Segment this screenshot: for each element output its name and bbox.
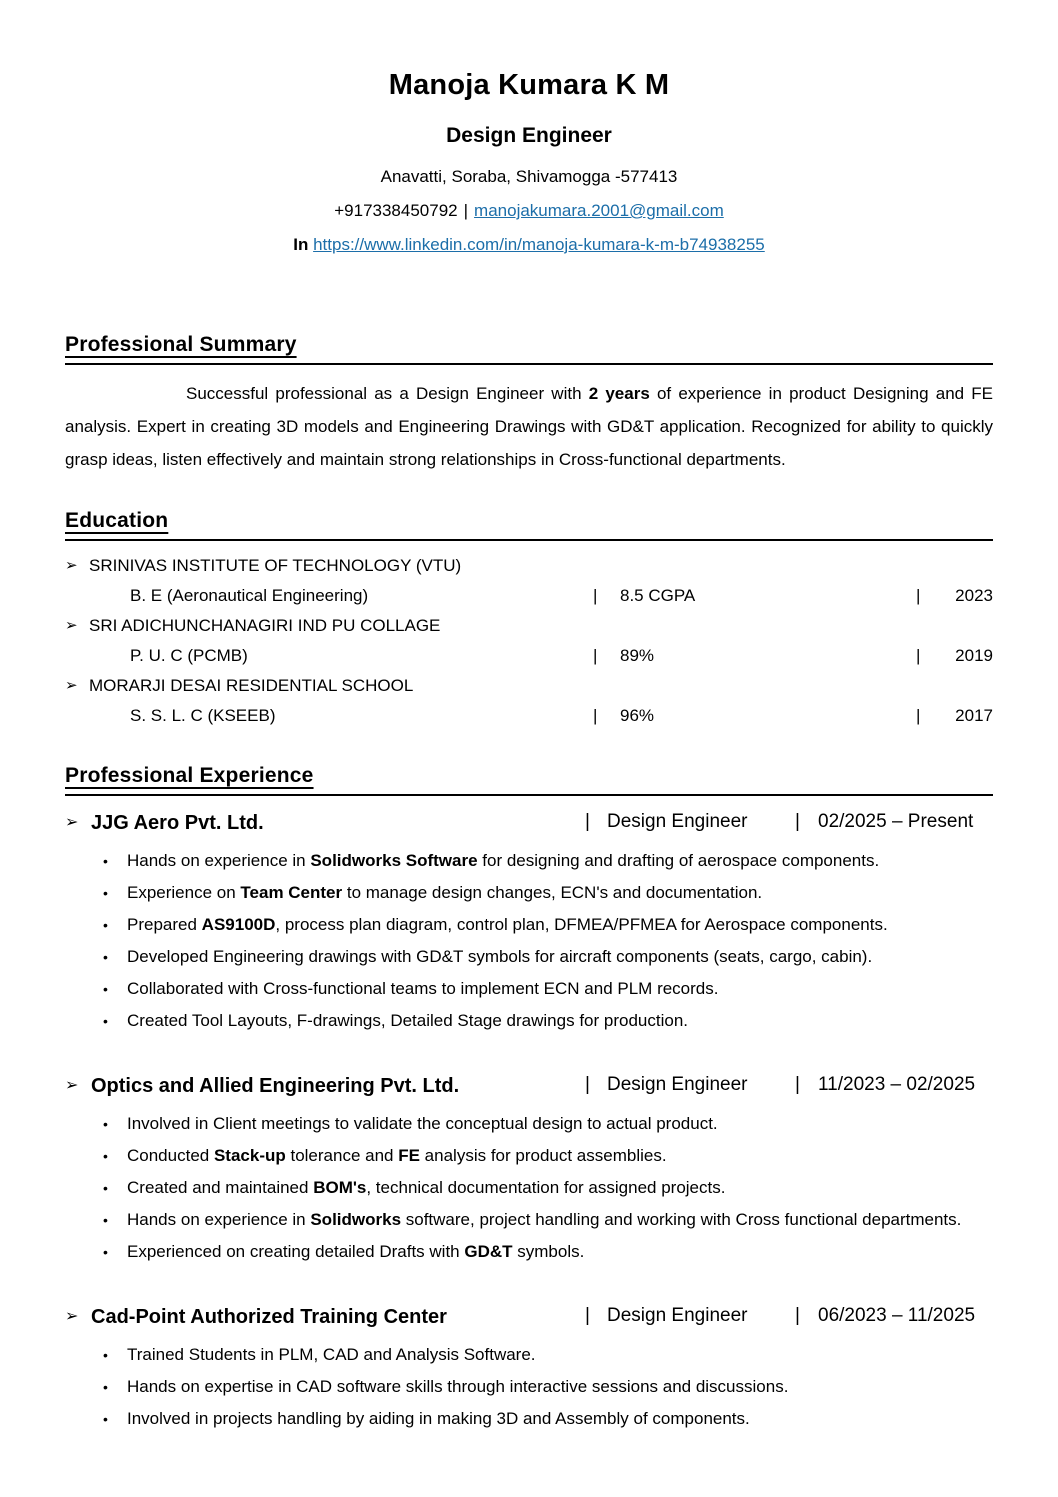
education-school-name: MORARJI DESAI RESIDENTIAL SCHOOL [89, 676, 414, 695]
bullet-text-segment: Trained Students in PLM, CAD and Analysis Software. [127, 1345, 536, 1364]
summary-text-1: Successful professional as a Design Engineer with [186, 384, 589, 403]
arrow-bullet-icon: ➢ [65, 1077, 79, 1094]
bullet-text-segment: for designing and drafting of aerospace components. [477, 851, 880, 870]
job-bullet-text [127, 1236, 993, 1268]
dot-bullet-icon: • [103, 853, 108, 869]
job-bullet-list [65, 1108, 993, 1268]
job-bullet-item [65, 1172, 993, 1204]
linkedin-line [65, 234, 993, 256]
summary-section-heading [65, 332, 993, 365]
job-bullet-text [127, 845, 993, 877]
pipe-separator: | [916, 706, 921, 725]
job-bullet-text [127, 1204, 993, 1236]
dot-bullet-icon: • [103, 1379, 108, 1395]
job-bullet-text [127, 941, 993, 973]
pipe-separator: | [585, 811, 590, 832]
dot-bullet-icon: • [103, 1347, 108, 1363]
bullet-text-segment: , technical documentation for assigned projects. [366, 1178, 726, 1197]
dot-bullet-icon: • [103, 1180, 108, 1196]
job-bullet-item [65, 1108, 993, 1140]
job-bullet-item [65, 1371, 993, 1403]
job-bullet-text [127, 1403, 993, 1435]
job-bullet-item [65, 845, 993, 877]
pipe-separator: | [916, 646, 921, 665]
job-bullet-item [65, 1005, 993, 1037]
bullet-text-segment: BOM's [313, 1178, 367, 1197]
pipe-separator: | [463, 201, 469, 220]
job-company-name [65, 1303, 585, 1331]
education-item [65, 551, 993, 611]
email-link[interactable]: manojakumara.2001@gmail.com [474, 201, 724, 220]
job-period: 06/2023 – 11/2025 [818, 1305, 976, 1326]
experience-list [65, 808, 993, 1435]
bullet-text-segment: Hands on experience in [127, 1210, 311, 1229]
job-role: Design Engineer [607, 1305, 748, 1326]
job-bullet-item [65, 1236, 993, 1268]
education-year: 2017 [955, 706, 993, 725]
bullet-text-segment: Conducted [127, 1146, 214, 1165]
job-period: 02/2025 – Present [818, 811, 974, 832]
bullet-text-segment: GD&T [464, 1242, 513, 1261]
job-block [65, 808, 993, 1037]
job-company-text: Optics and Allied Engineering Pvt. Ltd. [91, 1075, 460, 1097]
bullet-text-segment: Experience on [127, 883, 241, 902]
pipe-separator: | [585, 1074, 590, 1095]
bullet-text-segment: Hands on experience in [127, 851, 311, 870]
education-school-row [65, 671, 993, 701]
education-school-name: SRI ADICHUNCHANAGIRI IND PU COLLAGE [89, 616, 441, 635]
contact-line [65, 200, 993, 222]
arrow-bullet-icon: ➢ [65, 814, 79, 831]
education-score: 96% [620, 706, 655, 725]
summary-text-2: of experience in product Designing and FE analysis. Expert in creating 3D models and Engineering Drawings with GD&T application. Recognized for ability to quickly grasp ideas, listen effectively and maintain strong relationships in Cross-functional departments. [65, 384, 993, 469]
pipe-separator: | [593, 586, 598, 605]
job-bullet-item [65, 877, 993, 909]
bullet-text-segment: to manage design changes, ECN's and documentation. [342, 883, 763, 902]
education-item [65, 671, 993, 731]
job-bullet-item [65, 1403, 993, 1435]
education-school-name: SRINIVAS INSTITUTE OF TECHNOLOGY (VTU) [89, 556, 462, 575]
experience-section-heading [65, 763, 993, 796]
job-bullet-item [65, 909, 993, 941]
job-company-name [65, 809, 585, 837]
bullet-text-segment: Developed Engineering drawings with GD&T symbols for aircraft components (seats, cargo, cabin). [127, 947, 873, 966]
bullet-text-segment: Solidworks [310, 1210, 402, 1229]
education-year: 2023 [955, 586, 993, 605]
bullet-text-segment: , process plan diagram, control plan, DFMEA/PFMEA for Aerospace components. [275, 915, 888, 934]
dot-bullet-icon: • [103, 1212, 108, 1228]
bullet-text-segment: Involved in projects handling by aiding in making 3D and Assembly of components. [127, 1409, 750, 1428]
job-header-row [65, 1071, 993, 1100]
experience-heading-text: Professional Experience [65, 764, 314, 787]
education-list [65, 551, 993, 731]
bullet-text-segment: Team Center [240, 883, 343, 902]
pipe-separator: | [916, 586, 921, 605]
bullet-text-segment: Hands on expertise in CAD software skills through interactive sessions and discussions. [127, 1377, 789, 1396]
candidate-name: Manoja Kumara K M [388, 69, 670, 101]
bullet-text-segment: Involved in Client meetings to validate the conceptual design to actual product. [127, 1114, 718, 1133]
education-score: 89% [620, 646, 655, 665]
dot-bullet-icon: • [103, 1116, 108, 1132]
arrow-bullet-icon: ➢ [65, 1308, 79, 1325]
job-role: Design Engineer [607, 1074, 748, 1095]
summary-paragraph [65, 377, 993, 476]
bullet-text-segment: analysis for product assemblies. [419, 1146, 667, 1165]
arrow-bullet-icon: ➢ [65, 557, 78, 574]
summary-bold-text: 2 years [588, 384, 650, 403]
dot-bullet-icon: • [103, 949, 108, 965]
bullet-text-segment: Experienced on creating detailed Drafts with [127, 1242, 465, 1261]
education-heading-text: Education [65, 509, 169, 532]
bullet-text-segment: Created and maintained [127, 1178, 314, 1197]
job-bullet-text [127, 1371, 993, 1403]
arrow-bullet-icon: ➢ [65, 677, 78, 694]
candidate-title: Design Engineer [446, 124, 612, 147]
job-bullet-text [127, 973, 993, 1005]
job-bullet-list [65, 1339, 993, 1435]
dot-bullet-icon: • [103, 885, 108, 901]
bullet-text-segment: software, project handling and working with Cross functional departments. [401, 1210, 962, 1229]
bullet-text-segment: symbols. [512, 1242, 585, 1261]
bullet-text-segment: Collaborated with Cross-functional teams to implement ECN and PLM records. [127, 979, 719, 998]
job-bullet-item [65, 1339, 993, 1371]
job-company-text: Cad-Point Authorized Training Center [91, 1306, 447, 1328]
job-block [65, 1302, 993, 1435]
job-bullet-item [65, 941, 993, 973]
bullet-text-segment: Prepared [127, 915, 202, 934]
education-year: 2019 [955, 646, 993, 665]
pipe-separator: | [585, 1305, 590, 1326]
linkedin-link[interactable]: https://www.linkedin.com/in/manoja-kumara-k-m-b74938255 [313, 235, 765, 254]
pipe-separator: | [795, 811, 800, 832]
job-bullet-text [127, 1140, 993, 1172]
bullet-text-segment: Stack-up [213, 1146, 286, 1165]
education-detail-row [65, 701, 993, 731]
job-block [65, 1071, 993, 1268]
education-degree: P. U. C (PCMB) [130, 646, 248, 665]
education-detail-row [65, 641, 993, 671]
education-degree: B. E (Aeronautical Engineering) [130, 586, 369, 605]
linkedin-prefix: In [293, 235, 309, 254]
education-degree: S. S. L. C (KSEEB) [130, 706, 276, 725]
job-bullet-item [65, 1140, 993, 1172]
bullet-text-segment: Created Tool Layouts, F-drawings, Detailed Stage drawings for production. [127, 1011, 688, 1030]
bullet-text-segment: tolerance and [285, 1146, 399, 1165]
education-item [65, 611, 993, 671]
job-period: 11/2023 – 02/2025 [818, 1074, 976, 1095]
job-bullet-list [65, 845, 993, 1037]
job-bullet-text [127, 1005, 993, 1037]
job-role: Design Engineer [607, 811, 748, 832]
job-header-row [65, 1302, 993, 1331]
job-bullet-item [65, 973, 993, 1005]
education-school-row [65, 611, 993, 641]
pipe-separator: | [795, 1074, 800, 1095]
dot-bullet-icon: • [103, 1411, 108, 1427]
job-bullet-text [127, 1108, 993, 1140]
job-bullet-item [65, 1204, 993, 1236]
job-company-text: JJG Aero Pvt. Ltd. [91, 812, 264, 834]
pipe-separator: | [593, 706, 598, 725]
job-bullet-text [127, 877, 993, 909]
bullet-text-segment: FE [398, 1146, 420, 1165]
job-bullet-text [127, 1172, 993, 1204]
education-score: 8.5 CGPA [620, 586, 696, 605]
pipe-separator: | [593, 646, 598, 665]
arrow-bullet-icon: ➢ [65, 617, 78, 634]
education-section-heading [65, 508, 993, 541]
job-header-row [65, 808, 993, 837]
bullet-text-segment: Solidworks Software [310, 851, 478, 870]
dot-bullet-icon: • [103, 1244, 108, 1260]
job-bullet-text [127, 909, 993, 941]
dot-bullet-icon: • [103, 917, 108, 933]
dot-bullet-icon: • [103, 1013, 108, 1029]
education-detail-row [65, 581, 993, 611]
education-school-row [65, 551, 993, 581]
summary-heading-text: Professional Summary [65, 333, 297, 356]
bullet-text-segment: AS9100D [201, 915, 276, 934]
job-bullet-text [127, 1339, 993, 1371]
phone-number: +917338450792 [334, 201, 458, 220]
dot-bullet-icon: • [103, 1148, 108, 1164]
dot-bullet-icon: • [103, 981, 108, 997]
resume-header [65, 68, 993, 256]
pipe-separator: | [795, 1305, 800, 1326]
candidate-address: Anavatti, Soraba, Shivamogga -577413 [380, 167, 678, 186]
job-company-name [65, 1072, 585, 1100]
